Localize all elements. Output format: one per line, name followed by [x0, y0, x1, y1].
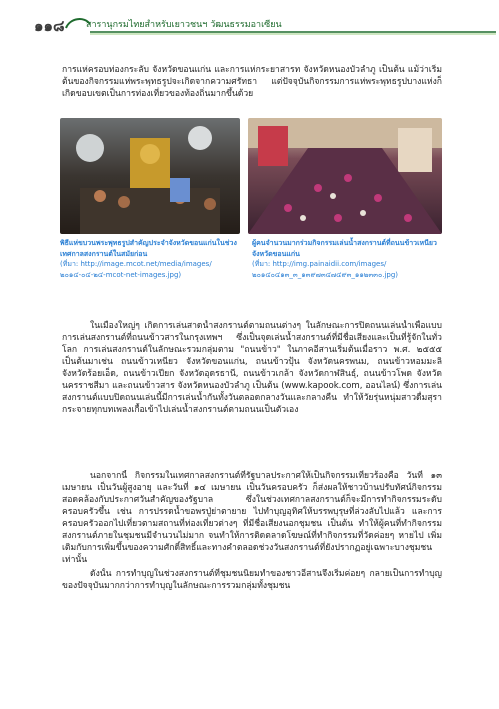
- figure-caption-2-title: ผู้คนจำนวนมากร่วมกิจกรรมเล่นน้ำสงกรานต์ที่ถนนข้าวเหนียว จังหวัดขอนแก่น: [252, 239, 437, 258]
- paragraph-2: ในเมืองใหญ่ๆ เกิดการเล่นสาดน้ำสงกรานต์ตามถนนต่างๆ ในลักษณะการปิดถนนเล่นน้ำเพื่อแบบการเล่นสงกรานต์ที่ถนนข้าวสารในกรุงเทพฯ ซึ่งเป็นจุดเล่นน้ำสงกรานต์ที่มีชื่อเสียงและเป็นที่รู้จักในทั่วโลก การเล่นสงกรานต์ในลักษณะรวมกลุ่มตาม "ถนนข้าว" ในภาคอีสานเริ่มต้นเมื่อราว พ.ศ. ๒๕๕๕ เป็นต้นมาเช่น ถนนข้าวเหนียว จังหวัดขอนแก่น, ถนนข้าวปุ้น จังหวัดนครพนม, ถนนข้าวหอมมะลิ จังหวัดร้อยเอ็ด, ถนนข้าวเปียก จังหวัดอุดรธานี, ถนนข้าวเกล้า จังหวัดกาฬสินธุ์, ถนนข้าวโพด จังหวัดนครราชสีมา และถนนข้าวสาร จังหวัดหนองบัวลำภู เป็นต้น (www.kapook.com, ออนไลน์) ซึ่งการเล่นสงกรานต์แบบปิดถนนเล่นนี้มีการเล่นน้ำกันทั้งวันตลอดกลางวันและกลางคืน ทำให้วัยรุ่นหนุ่มสาวดื่มสุรากระจายทุกบทเพลงเกื้อเข้าไปเล่นน้ำสงกรานต์ตามถนนเป็นตัวเอง: [62, 321, 442, 415]
- paragraph-3: นอกจากนี้ กิจกรรมในเทศกาลสงกรานต์ที่รัฐบาลประกาศให้เป็นกิจกรรมเที่ยวร้องคือ วันที่ ๑๓ เมษายน เป็นวันผู้สูงอายุ และวันที่ ๑๔ เมษายน เป็นวันครอบครัว ก็ส่งผลให้ชาวบ้านปรับทัศน์กิจกรรมสอดคล้องกับประกาศวันสำคัญของรัฐบาล ซึ่งในช่วงเทศกาลสงกรานต์ก็จะมีการทำกิจกรรมระดับครอบครัวขึ้น เช่น การปรรดน้ำขอพรปู่ย่าตายาย ไปทำบุญอุทิศให้บรรพบุรุษที่ล่วงลับไปแล้ว และการครอบครัวออกไปเที่ยวตามสถานที่ท่องเที่ยวต่างๆ ที่มีชื่อเสียงนอกชุมชน เป็นต้น ทำให้ผู้คนที่ทำกิจกรรมสงกรานต์ภายในชุมชนมีจำนวนไม่มาก จนทำให้การติดตลาดโฆษณ์ที่ทำกิจกรรมที่วัดค่อยๆ หายไป เพิ่มเติมกับการเพิ่มขึ้นของความศักดิ์สิทธิ์และทางคำตลอดช่วงวันสงกรานต์ที่ยังปรากฏอยู่เฉพาะบางชุมชนเท่านั้น: [62, 471, 442, 565]
- photo-procession: [60, 118, 240, 234]
- page-number: ๑๑๘: [34, 17, 65, 35]
- photo-street-crowd: [248, 118, 442, 234]
- figure-caption-2-source: (ที่มา: http://img.painaidii.com/images/๒๐๑๔๐๔๑๓_๓_๑๓๙๗๓๔๗๔๙๓_๑๑๒๓๓๐.jpg): [252, 260, 399, 279]
- paragraph-4: ดังนั้น การทำบุญในช่วงสงกรานต์ที่ชุมชนนิยมทำของชาวอีสานจึงเริ่มค่อยๆ กลายเป็นการทำบุญของปัจจุบันมากกว่าการทำบุญในลักษณะการรวมกลุ่มทั้งชุมชน: [62, 569, 442, 591]
- figure-caption-2: [252, 238, 446, 280]
- figure-caption-1-title: พิธีแห่ขบวนพระพุทธรูปสำคัญประจำจังหวัดขอนแก่นในช่วงเทศกาลสงกรานต์ในสมัยก่อน: [60, 239, 237, 258]
- page-header: [34, 12, 474, 38]
- publication-title: สารานุกรมไทยสำหรับเยาวชนฯ วัฒนธรรมอาเซียน: [86, 20, 282, 30]
- figure-caption-1: [60, 238, 242, 280]
- figure-caption-1-source: (ที่มา: http://image.mcot.net/media/images/๒๐๑๔-๐๔-๒๔-mcot-net-images.jpg): [60, 260, 212, 279]
- paragraph-1: การแห่ครอบท่องกระลับ จังหวัดขอนแก่น และการแห่กระยาสารท จังหวัดหนองบัวลำภู เป็นต้น แม้ว่าเริ่มต้นของกิจกรรมแห่พระพุทธรูปจะเกิดจากความศรัทธา แต่ปัจจุบันกิจกรรมการแห่พระพุทธรูปบางแห่งก็เกิดขอบเขตเป็นการท่องเที่ยวของท้องถิ่นมากขึ้นด้วย: [62, 65, 442, 99]
